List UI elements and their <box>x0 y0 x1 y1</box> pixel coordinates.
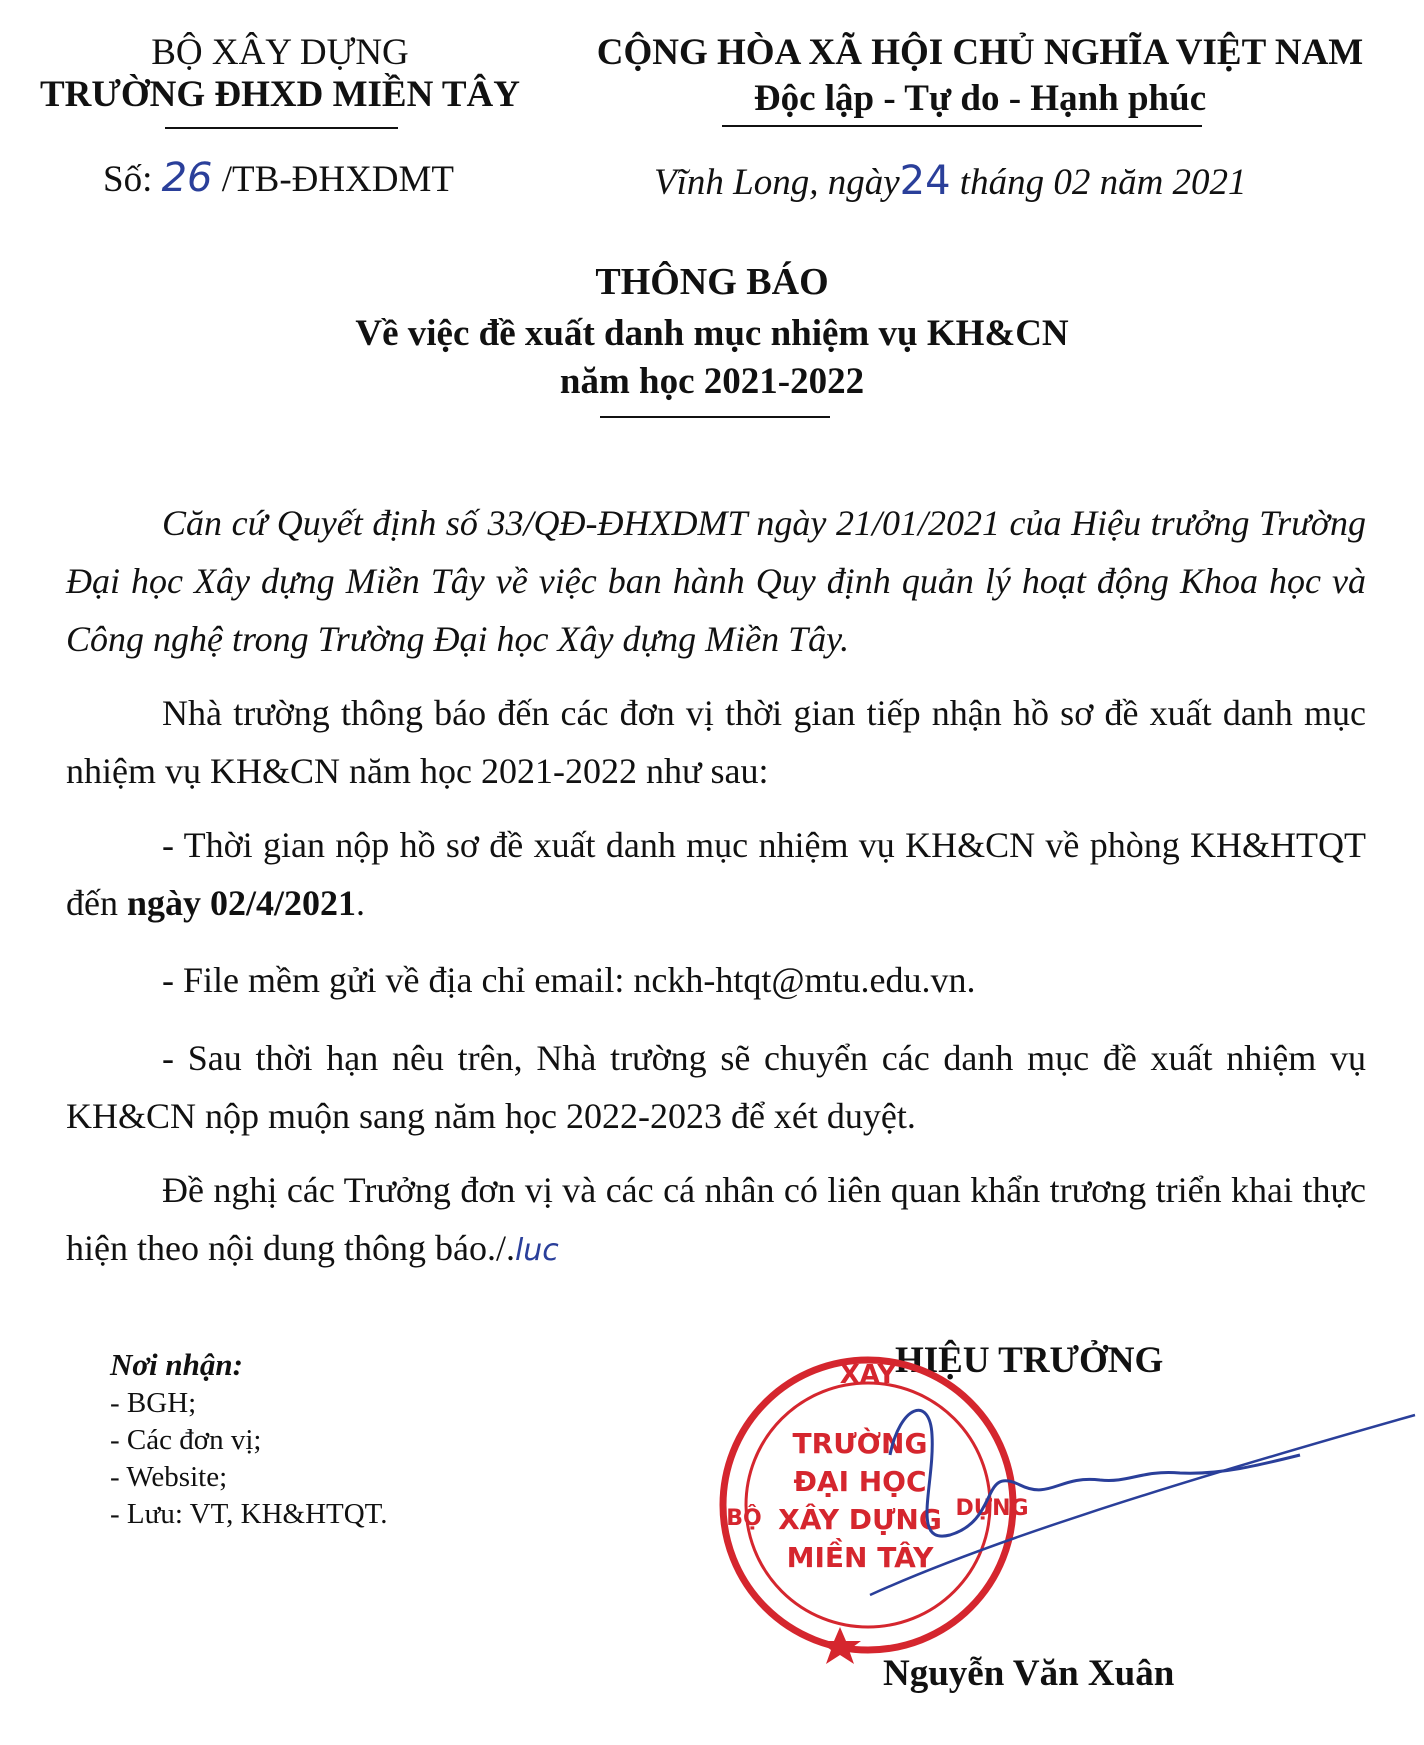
deadline-end: . <box>356 883 366 923</box>
request-text: Đề nghị các Trưởng đơn vị và các cá nhân có liên quan khẩn trương triển khai thực hiện theo nội dung thông báo./. <box>66 1170 1366 1268</box>
notice-title: THÔNG BÁO <box>595 261 829 303</box>
initials-handwritten: luc <box>514 1233 559 1268</box>
stamp-arc-right: DỰNG <box>955 1496 1029 1521</box>
recipient-item: - Lưu: VT, KH&HTQT. <box>110 1498 388 1530</box>
recipients-heading: Nơi nhận: <box>110 1347 243 1382</box>
deadline-date: ngày 02/4/2021 <box>126 883 357 923</box>
signer-name: Nguyễn Văn Xuân <box>883 1653 1175 1694</box>
notice-subject-line-1: Về việc đề xuất danh mục nhiệm vụ KH&CN <box>355 313 1069 354</box>
school-underline <box>165 127 398 129</box>
notice-subject-line-2: năm học 2021-2022 <box>559 361 865 402</box>
number-prefix: Số: <box>103 159 153 200</box>
paragraph-email <box>66 951 1366 1009</box>
paragraph-request <box>66 1161 1366 1280</box>
paragraph-announcement-text: Nhà trường thông báo đến các đơn vị thời gian tiếp nhận hồ sơ đề xuất danh mục nhiệm vụ KH&CN năm học 2021-2022 như sau: <box>66 693 1366 791</box>
stamp-line-3: XÂY DỰNG <box>778 1503 942 1536</box>
school-name: TRƯỜNG ĐHXD MIỀN TÂY <box>40 74 520 115</box>
date-day-handwritten: 24 <box>899 158 951 204</box>
email-text: - File mềm gửi về địa chỉ email: nckh-htqt@mtu.edu.vn. <box>162 960 976 1000</box>
date-suffix: tháng 02 năm 2021 <box>959 162 1247 203</box>
number-suffix: /TB-ĐHXDMT <box>221 159 455 200</box>
stamp-arc-left: BỘ <box>726 1506 762 1531</box>
deadline-text: - Thời gian nộp hồ sơ đề xuất danh mục nhiệm vụ KH&CN về phòng KH&HTQT đến <box>66 825 1366 923</box>
stamp-line-1: TRƯỜNG <box>792 1427 928 1460</box>
ministry-name: BỘ XÂY DỰNG <box>151 32 409 73</box>
date-prefix: Vĩnh Long, ngày <box>654 162 900 203</box>
stamp-line-4: MIỀN TÂY <box>786 1541 934 1574</box>
document-date <box>654 158 1247 206</box>
document-number <box>103 155 454 203</box>
official-stamp <box>700 1345 1420 1665</box>
recipient-item: - Website; <box>110 1461 228 1493</box>
stamp-arc-top: XÂY <box>839 1360 897 1390</box>
paragraph-deadline <box>66 816 1366 932</box>
number-handwritten: 26 <box>161 155 213 201</box>
recipient-item: - BGH; <box>110 1387 197 1419</box>
signer-title: HIỆU TRƯỞNG <box>895 1340 1164 1381</box>
late-submission-text: - Sau thời hạn nêu trên, Nhà trường sẽ chuyển các danh mục đề xuất nhiệm vụ KH&CN nộp muộn sang năm học 2022-2023 để xét duyệt. <box>66 1038 1366 1136</box>
stamp-star-icon <box>819 1627 861 1664</box>
signature-scribble <box>890 1410 1300 1536</box>
paragraph-legal-basis-text: Căn cứ Quyết định số 33/QĐ-ĐHXDMT ngày 21/01/2021 của Hiệu trưởng Trường Đại học Xây dựng Miền Tây về việc ban hành Quy định quản lý hoạt động Khoa học và Công nghệ trong Trường Đại học Xây dựng Miền Tây. <box>66 503 1366 659</box>
republic-name: CỘNG HÒA XÃ HỘI CHỦ NGHĨA VIỆT NAM <box>596 32 1364 73</box>
motto-underline <box>722 125 1202 127</box>
paragraph-legal-basis <box>66 494 1366 668</box>
recipient-item: - Các đơn vị; <box>110 1424 262 1456</box>
paragraph-announcement <box>66 684 1366 800</box>
title-underline <box>600 416 830 418</box>
recipients-block <box>110 1345 387 1533</box>
paragraph-late-submission <box>66 1029 1366 1145</box>
national-motto: Độc lập - Tự do - Hạnh phúc <box>753 78 1207 119</box>
signature-tail-stroke <box>870 1415 1415 1595</box>
stamp-line-2: ĐẠI HỌC <box>793 1465 927 1498</box>
